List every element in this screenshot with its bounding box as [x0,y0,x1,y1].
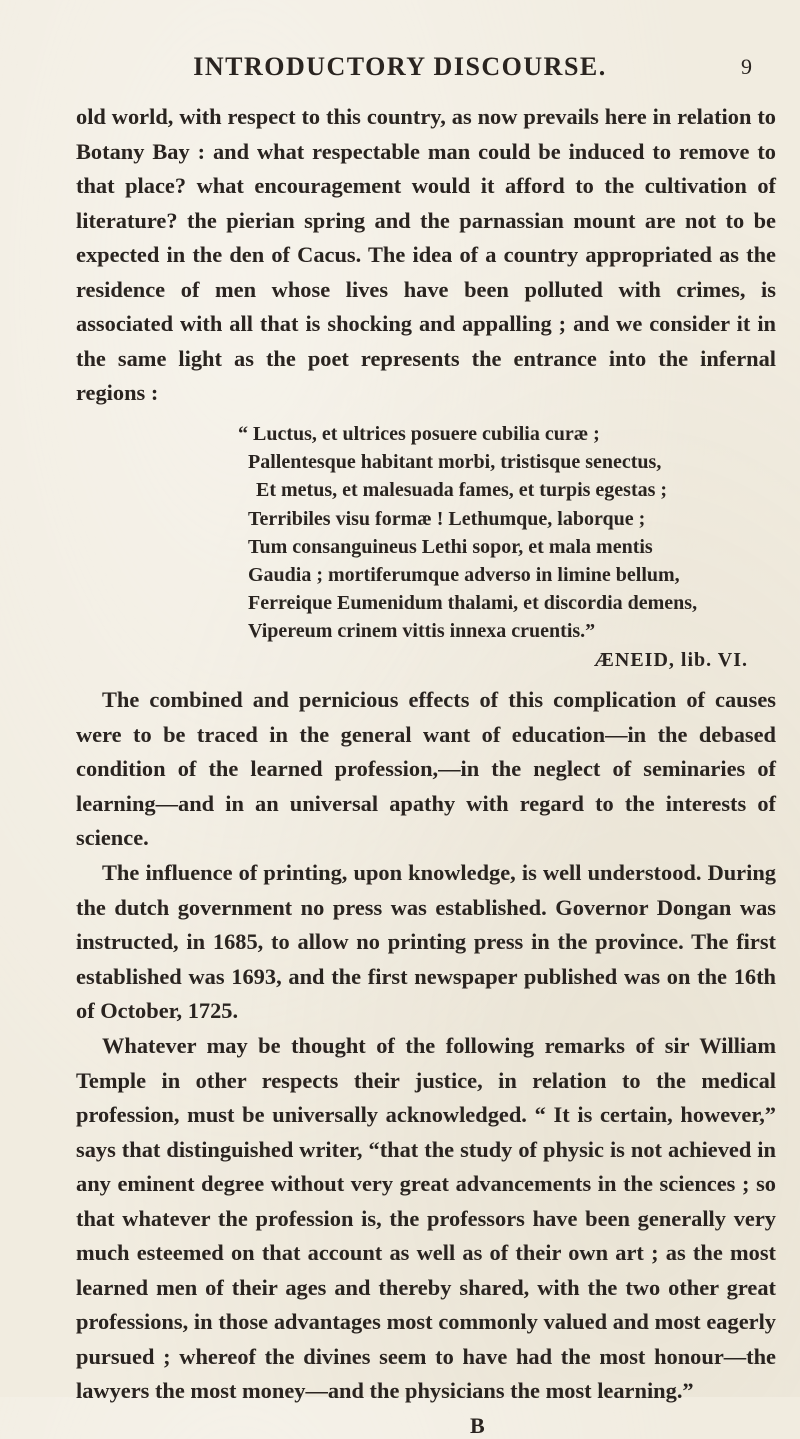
quote-line: “ Luctus, et ultrices posuere cubilia curæ ; [238,423,600,445]
quote-attribution: ÆNEID, lib. VI. [593,648,748,671]
signature-mark: B [470,1413,485,1438]
page-number: 9 [741,54,752,79]
quote-line: Vipereum crinem vittis innexa cruentis.” [248,620,596,643]
quote-line: Gaudia ; mortiferumque adverso in limine bellum, [248,564,680,587]
quote-line: Ferreique Eumenidum thalami, et discordia demens, [248,592,698,615]
quote-line: Tum consanguineus Lethi sopor, et mala mentis [248,535,653,558]
page-header [0,52,800,92]
paragraph-causes: The combined and pernicious effects of this complication of causes were to be traced in the general want of education—in the debased condition of the learned profession,—in the neglect of seminaries of learning—and in an universal apathy with regard to the interests of science. [76,687,776,850]
paragraph-temple: Whatever may be thought of the following remarks of sir William Temple in other respects their justice, in relation to the medical profession, must be universally acknowledged. “ It is certain, however,” says that distinguished writer, “that the study of physic is not achieved in any eminent degree without very great advancements in the sciences ; so that whatever the profession is, the professors have been generally very much esteemed on that account as well as of their own art ; as the most learned men of their ages and thereby shared, with the two other great professions, in those advantages most commonly valued and most eagerly pursued ; whereof the divines seem to have had the most honour—the lawyers the most money—and the physicians the most learning.” [76,1033,776,1403]
quote-line: Terribiles visu formæ ! Lethumque, laborque ; [248,507,646,530]
running-head: INTRODUCTORY DISCOURSE. [193,52,607,81]
quote-line: Pallentesque habitant morbi, tristisque senectus, [248,451,662,474]
quote-line: Et metus, et malesuada fames, et turpis egestas ; [256,479,668,502]
latin-quotation [238,420,788,674]
paragraph-continued: old world, with respect to this country, as now prevails here in relation to Botany Bay : and what respectable man could be induced to remove to that place? what encouragement would it afford to the cultivation of literature? the pierian spring and the parnassian mount are not to be expected in the den of Cacus. The idea of a country appropriated as the residence of men whose lives have been polluted with crimes, is associated with all that is shocking and appalling ; and we consider it in the same light as the poet represents the entrance into the infernal regions : [76,104,776,405]
paragraph-printing: The influence of printing, upon knowledge, is well understood. During the dutch government no press was established. Governor Dongan was instructed, in 1685, to allow no printing press in the province. The first established was 1693, and the first newspaper published was on the 16th of October, 1725. [76,860,776,1023]
